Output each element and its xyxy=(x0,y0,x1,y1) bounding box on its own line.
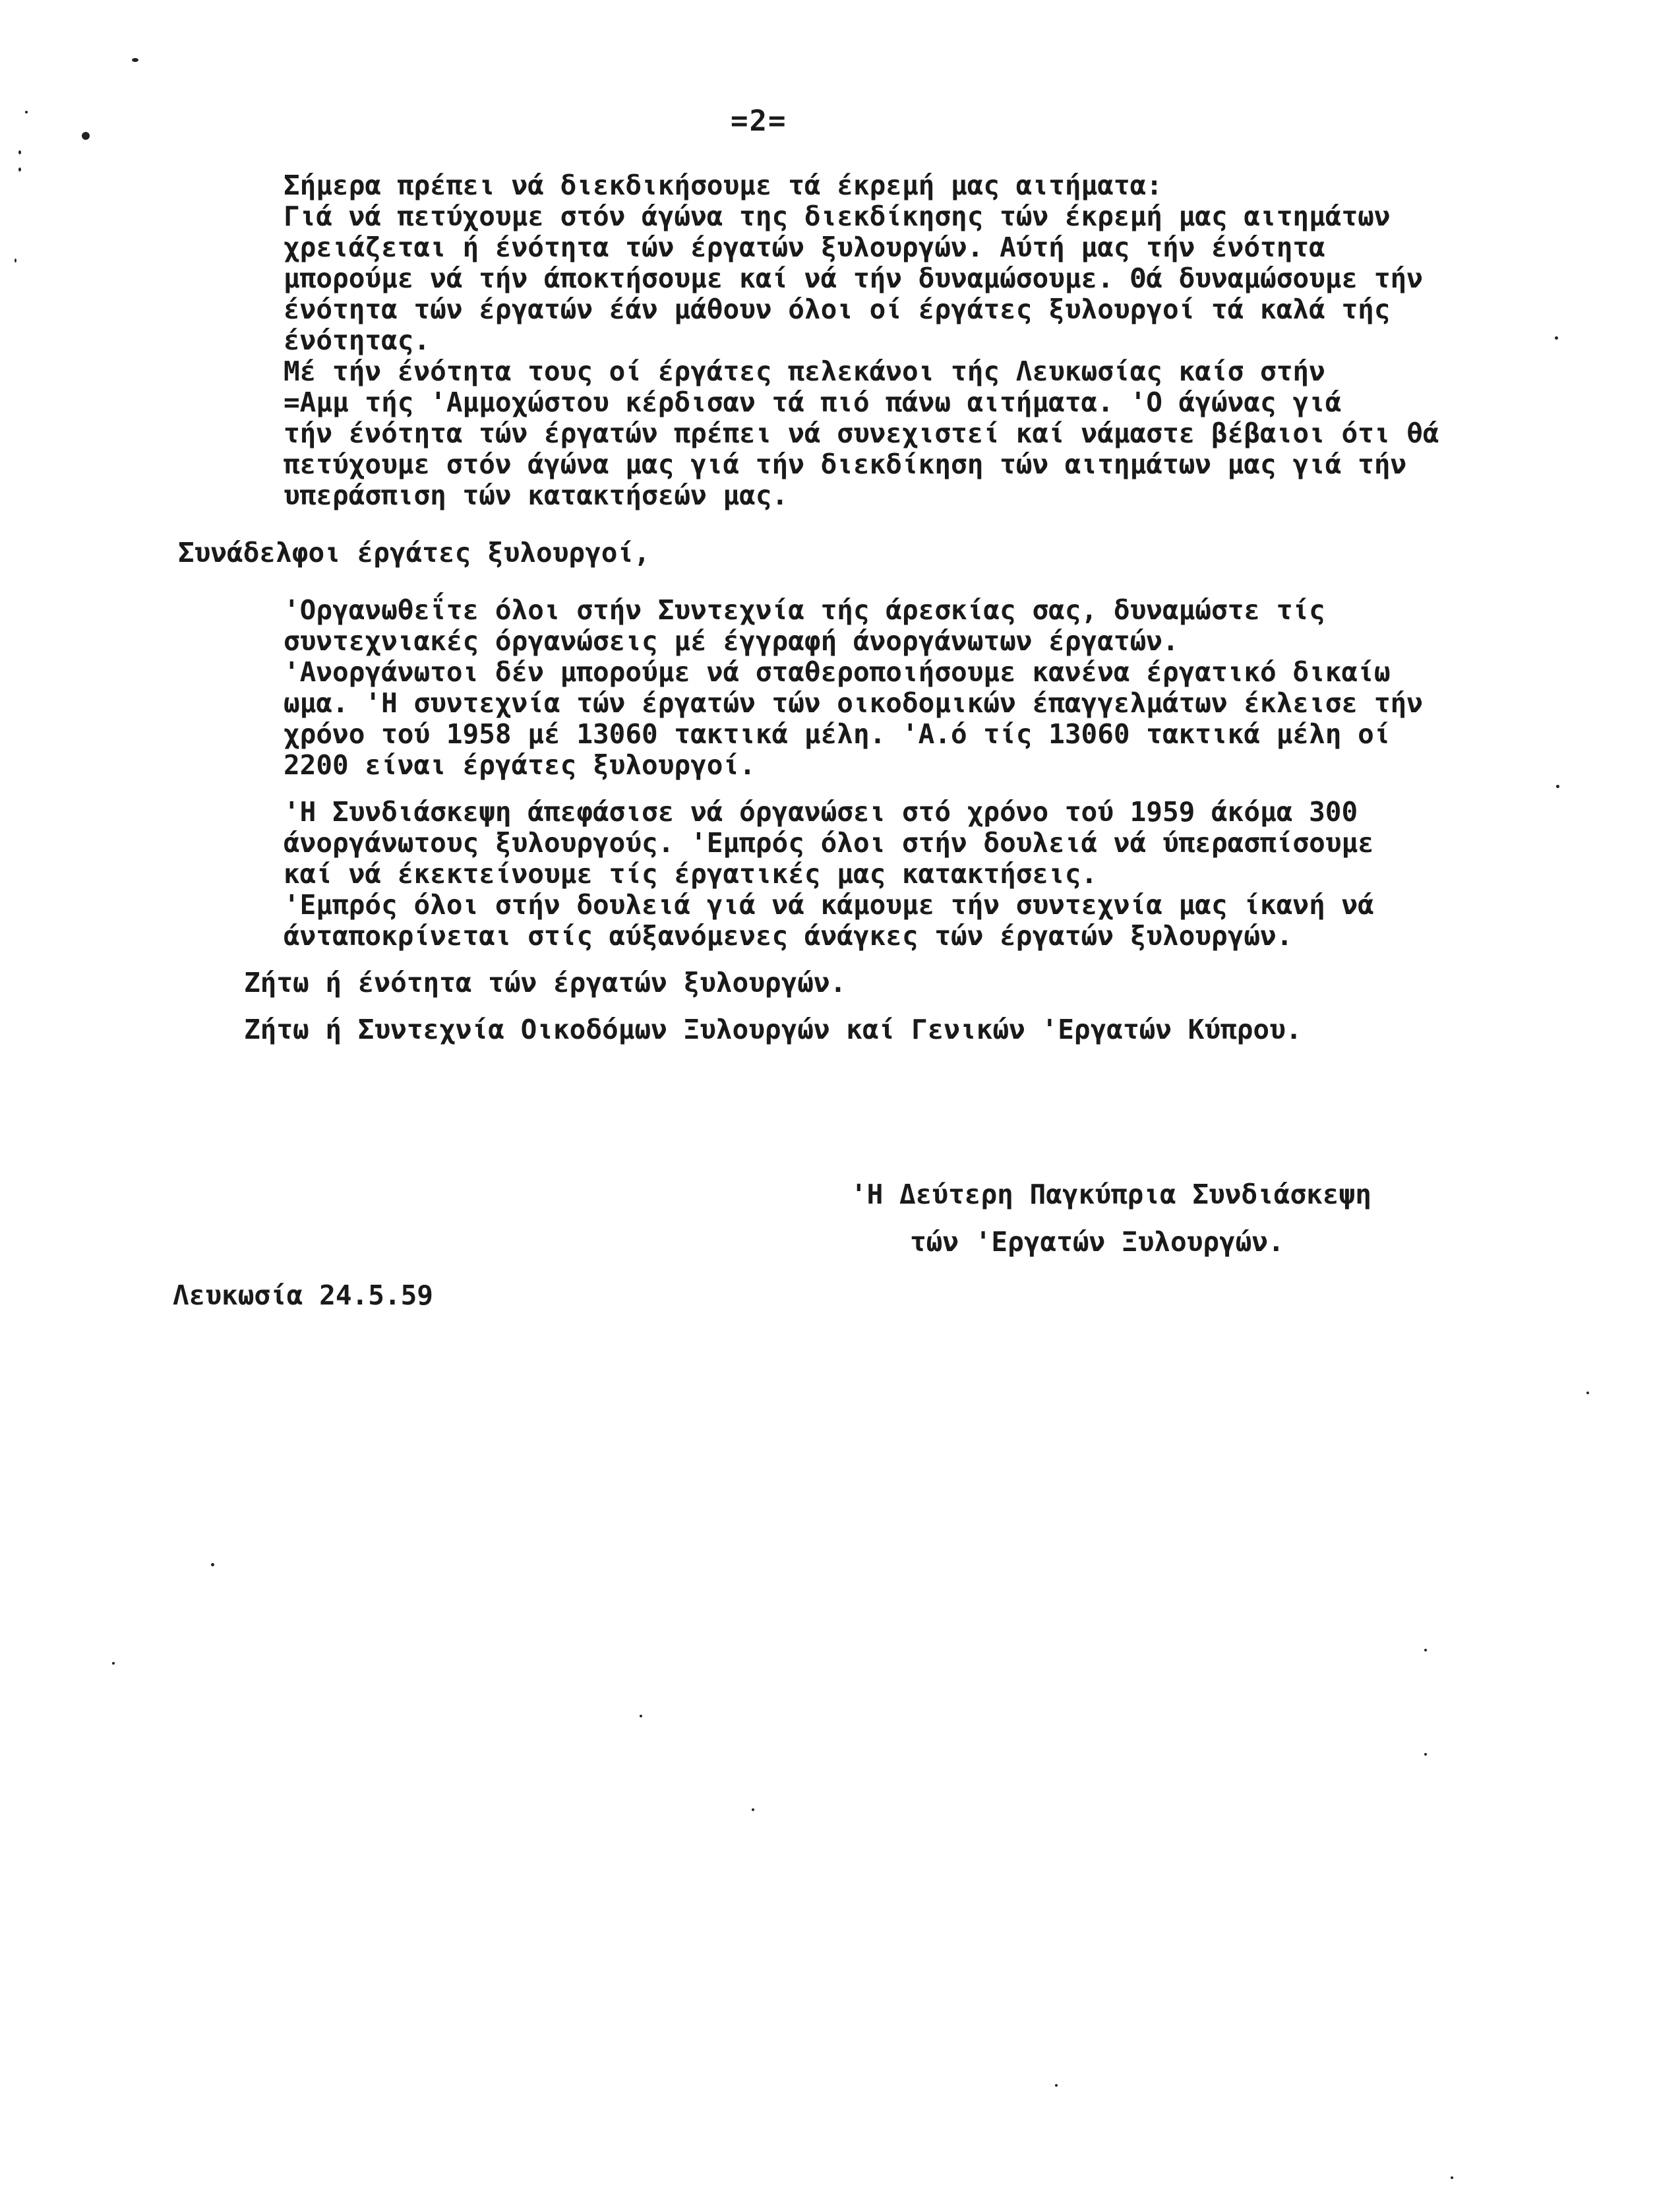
paragraph-unity: Μέ τήν ένότητα τους οί έργάτες πελεκάνοι τής Λευκωσίας καίσ στήν =Αμμ τής 'Αμμοχώστου κέρδισαν τά πιό πάνω αιτήματα. 'Ο άγώνας γιά τήν ένότητα τών έργατών πρέπει νά συνεχιστεί καί νάμαστε βέβαιοι ότι θά πετύχουμε στόν άγώνα μας γιά τήν διεκδίκηση τών αιτημάτων μας γιά τήν υπεράσπιση τών κατακτήσεών μας. xyxy=(284,355,1439,511)
scan-speck xyxy=(1424,1649,1427,1651)
signature-block xyxy=(851,1171,1371,1266)
paragraph-conference-decision: 'Η Συνδιάσκεψη άπεφάσισε νά όργανώσει στό χρόνο τού 1959 άκόμα 300 άνοργάνωτους ξυλουργούς. 'Εμπρός όλοι στήν δουλειά νά ύπερασπίσουμε καί νά έκεκτείνουμε τίς έργατικές μας κατακτήσεις. 'Εμπρός όλοι στήν δουλειά γιά νά κάμουμε τήν συντεχνία μας ίκανή νά άνταποκρίνεται στίς αύξανόμενες άνάγκες τών έργατών ξυλουργών. xyxy=(284,796,1374,952)
slogan-union: Ζήτω ή Συντεχνία Οικοδόμων Ξυλουργών καί Γενικών 'Εργατών Κύπρου. xyxy=(244,1014,1302,1045)
place-and-date: Λευκωσία 24.5.59 xyxy=(173,1279,433,1311)
scan-speck xyxy=(25,111,28,113)
scan-speck xyxy=(1055,2084,1058,2087)
scan-speck xyxy=(1424,1753,1427,1756)
salutation: Συνάδελφοι έργάτες ξυλουργοί, xyxy=(178,537,650,568)
scan-speck xyxy=(18,168,21,171)
scan-speck xyxy=(18,150,21,154)
page-number: =2= xyxy=(731,104,787,138)
paragraph-organize: 'Οργανωθεΐτε όλοι στήν Συντεχνία τής άρεσκίας σας, δυναμώστε τίς συντεχνιακές όργανώσεις μέ έγγραφή άνοργάνωτων έργατών. 'Ανοργάνωτοι δέν μπορούμε νά σταθεροποιήσουμε κανένα έργατικό δικαίω ωμα. 'Η συντεχνία τών έργατών τών οικοδομικών έπαγγελμάτων έκλεισε τήν χρόνο τού 1958 μέ 13060 τακτικά μέλη. 'Α.ό τίς 13060 τακτικά μέλη οί 2200 είναι έργάτες ξυλουργοί. xyxy=(284,594,1423,781)
slogan-unity: Ζήτω ή ένότητα τών έργατών ξυλουργών. xyxy=(244,967,847,998)
scan-speck xyxy=(132,58,138,62)
letter-body xyxy=(178,170,1602,1045)
scan-speck xyxy=(752,1808,754,1811)
scan-speck xyxy=(82,132,90,140)
signature-line-1: 'Η Δεύτερη Παγκύπρια Συνδιάσκεψη xyxy=(851,1179,1371,1210)
signature-line-2: τών 'Εργατών Ξυλουργών. xyxy=(910,1226,1284,1258)
scan-speck xyxy=(211,1563,214,1566)
scan-speck xyxy=(640,1715,642,1717)
paragraph-demands: Σήμερα πρέπει νά διεκδικήσουμε τά έκρεμή μας αιτήματα: Γιά νά πετύχουμε στόν άγώνα της διεκδίκησης τών έκρεμή μας αιτημάτων χρειάζεται ή ένότητα τών έργατών ξυλουργών. Αύτή μας τήν ένότητα μπορούμε νά τήν άποκτήσουμε καί νά τήν δυναμώσουμε. Θά δυναμώσουμε τήν ένότητα τών έργατών έάν μάθουν όλοι οί έργάτες ξυλουργοί τά καλά τής ένότητας. xyxy=(284,169,1423,356)
scan-speck xyxy=(1586,1392,1589,1394)
scan-speck xyxy=(112,1662,115,1665)
scan-speck xyxy=(1451,2176,1453,2179)
scan-speck xyxy=(15,259,16,262)
